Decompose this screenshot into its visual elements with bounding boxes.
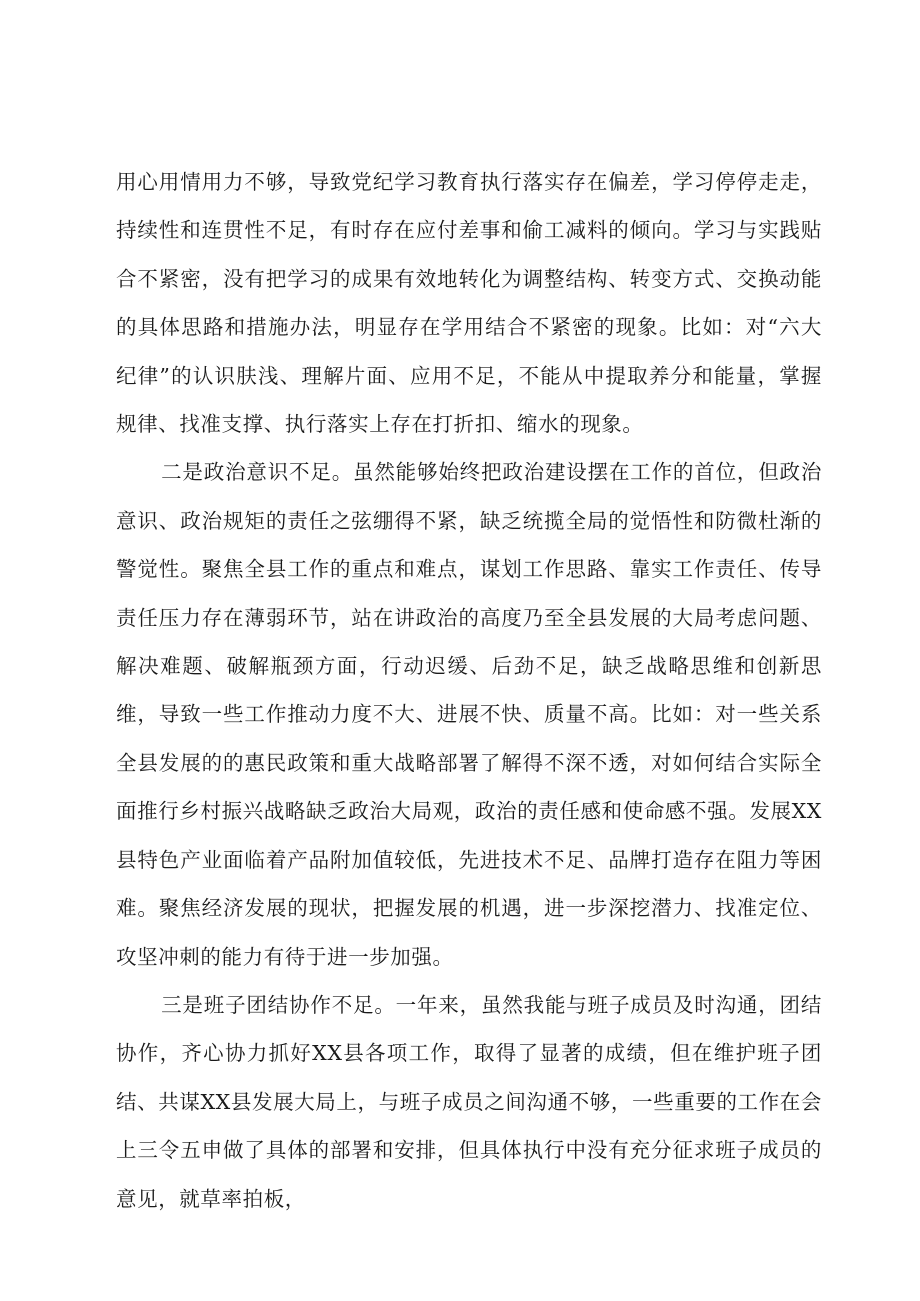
paragraph-point-three: 三是班子团结协作不足。一年来，虽然我能与班子成员及时沟通，团结协作，齐心协力抓好XX县各项工作，取得了显著的成绩，但在维护班子团结、共谋XX县发展大局上，与班子成员之间沟通不够，一些重要的工作在会上三令五申做了具体的部署和安排，但具体执行中没有充分征求班子成员的意见，就草率拍板， xyxy=(116,992,822,1211)
paragraph-continuation: 用心用情用力不够，导致党纪学习教育执行落实存在偏差，学习停停走走，持续性和连贯性不足，有时存在应付差事和偷工减料的倾向。学习与实践贴合不紧密，没有把学习的成果有效地转化为调整结构、转变方式、交换动能的具体思路和措施办法，明显存在学用结合不紧密的现象。比如：对“六大纪律”的认识肤浅、理解片面、应用不足，不能从中提取养分和能量，掌握规律、找准支撑、执行落实上存在打折扣、缩水的现象。 xyxy=(116,170,822,437)
paragraph-point-two: 二是政治意识不足。虽然能够始终把政治建设摆在工作的首位，但政治意识、政治规矩的责任之弦绷得不紧，缺乏统揽全局的觉悟性和防微杜渐的警觉性。聚焦全县工作的重点和难点，谋划工作思路、靠实工作责任、传导责任压力存在薄弱环节，站在讲政治的高度乃至全县发展的大局考虑问题、解决难题、破解瓶颈方面，行动迟缓、后劲不足，缺乏战略思维和创新思维，导致一些工作推动力度不大、进展不快、质量不高。比如：对一些关系全县发展的的惠民政策和重大战略部署了解得不深不透，对如何结合实际全面推行乡村振兴战略缺乏政治大局观，政治的责任感和使命感不强。发展XX县特色产业面临着产品附加值较低，先进技术不足、品牌打造存在阻力等困难。聚焦经济发展的现状，把握发展的机遇，进一步深挖潜力、找准定位、攻坚冲刺的能力有待于进一步加强。 xyxy=(116,460,822,969)
document-body xyxy=(116,158,822,1223)
